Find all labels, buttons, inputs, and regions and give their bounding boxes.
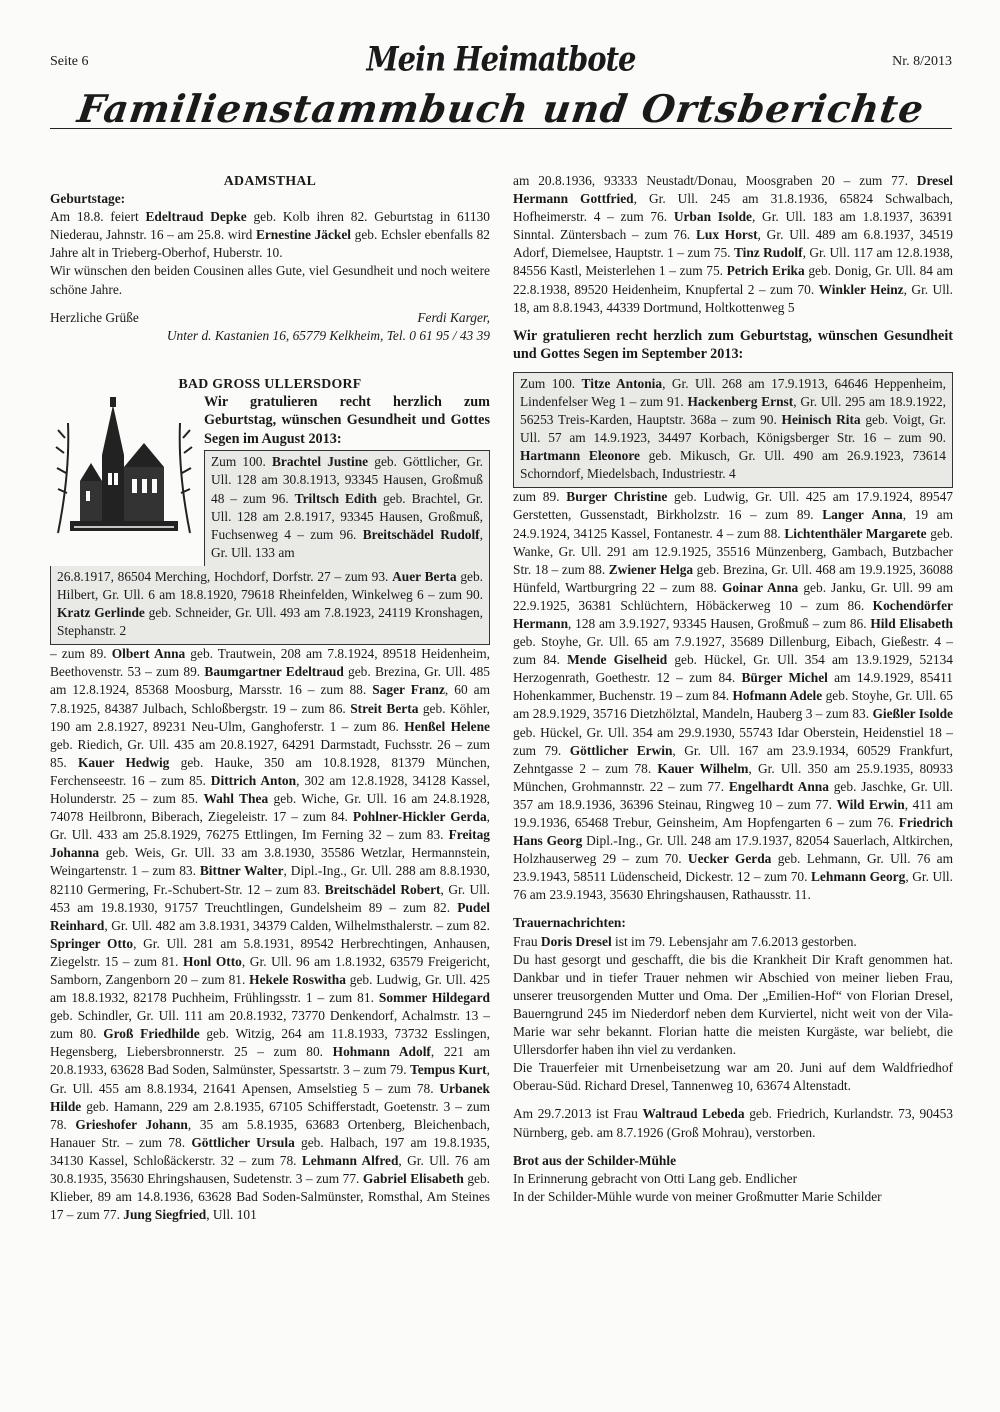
issue-number: Nr. 8/2013: [892, 54, 952, 69]
birthdays-label: Geburtstage:: [50, 191, 126, 207]
section-banner: [50, 88, 952, 130]
brot-line-1: In Erinnerung gebracht von Otti Lang geb. Endlicher: [513, 1170, 798, 1186]
august-box-bottom: 26.8.1917, 86504 Merching, Hochdorf, Dorfstr. 27 – zum 93. Auer Berta geb. Hilbert, Gr. Ull. 6 am 18.8.1920, 79618 Rheinfelden, Winkelweg 6 – zum 90. Kratz Gerlinde geb. Schneider, Gr. Ull. 493 am 7.8.1923, 24119 Kronshagen, Stephanstr. 2: [50, 566, 490, 645]
august-intro: Wir gratulieren recht herzlich zum Geburtstag, wünschen Gesundheit und Gottes Segen im August 2013:: [204, 393, 490, 447]
august-list-continued: am 20.8.1936, 93333 Neustadt/Donau, Moosgraben 20 – zum 77. Dresel Hermann Gottfried, Gr. Ull. 245 am 31.8.1936, 65824 Schwalbach, Hofheimerstr. 4 – zum 76. Urban Isolde, Gr. Ull. 183 am 1.8.1937, 36391 Sinntal. Züntersbach – zum 76. Lux Horst, Gr. Ull. 489 am 6.8.1937, 34519 Adorf, Diemelsee, Hauptstr. 1 – zum 75. Tinz Rudolf, Gr. Ull. 117 am 12.8.1938, 84556 Kastl, Meisterlehen 1 – zum 75. Petrich Erika geb. Donig, Gr. Ull. 84 am 22.8.1938, 89520 Heidenheim, Knupfertal 2 – zum 70. Winkler Heinz, Gr. Ull. 18, am 8.8.1943, 44339 Dortmund, Holtkottenweg 5: [513, 173, 954, 315]
september-intro: Wir gratulieren recht herzlich zum Geburtstag, wünschen Gesundheit und Gottes Segen im September 2013:: [513, 327, 953, 363]
signer-address: Unter d. Kastanien 16, 65779 Kelkheim, Tel. 0 61 95 / 43 39: [166, 327, 490, 343]
masthead-logo: Mein Heimatbote: [366, 39, 636, 79]
banner-rule: [50, 128, 952, 129]
brot-line-2: In der Schilder-Mühle wurde von meiner Großmutter Marie Schilder: [513, 1188, 882, 1204]
left-column: [50, 172, 490, 1224]
obituary-1-funeral: Die Trauerfeier mit Urnenbeisetzung war am 20. Juni auf dem Waldfriedhof Oberau-Süd. Richard Dresel, Tannenweg 10, 63674 Altenstadt.: [513, 1060, 953, 1094]
signer-name: Ferdi Karger,: [417, 309, 490, 325]
september-box: Zum 100. Titze Antonia, Gr. Ull. 268 am 17.9.1913, 64646 Heppenheim, Lindenfelser Weg 1 – zum 91. Hackenberg Ernst, Gr. Ull. 295 am 18.9.1922, 56253 Treis-Karden, Hauptstr. 368a – zum 90. Heinisch Rita geb. Voigt, Gr. Ull. 57 am 14.9.1923, 34497 Korbach, Königsberger Str. 16 – zum 90. Hartmann Eleonore geb. Mikusch, Gr. Ull. 490 am 26.9.1923, 73614 Schorndorf, Miedelsbach, Industriestr. 4: [513, 372, 953, 489]
obituary-label: Trauernachrichten:: [513, 915, 626, 931]
bgu-section: [50, 393, 490, 1224]
obituary-2: Am 29.7.2013 ist Frau Waltraud Lebeda geb. Friedrich, Kurlandstr. 73, 90453 Nürnberg, geb. am 8.7.1926 (Groß Mohrau), verstorben.: [513, 1106, 953, 1140]
september-list: zum 89. Burger Christine geb. Ludwig, Gr. Ull. 425 am 17.9.1924, 89547 Gerstetten, Gussenstadt, Birkholzstr. 16 – zum 89. Langer Anna, 19 am 24.9.1924, 34125 Kassel, Fontanestr. 4 – zum 88. Lichtenthäler Margarete geb. Wanke, Gr. Ull. 291 am 12.9.1925, 35516 Münzenberg, Gambach, Butzbacher Str. 18 – zum 88. Zwiener Helga geb. Brezina, Gr. Ull. 468 am 19.9.1925, 36088 Hünfeld, Wartburgring 22 – zum 88. Goinar Anna geb. Janku, Gr. Ull. 99 am 22.9.1925, 36381 Schlüchtern, Höbäckerweg 10 – zum 86. Kochendörfer Hermann, 128 am 3.9.1927, 93345 Hausen, Großmuß – zum 86. Hild Elisabeth geb. Stoyhe, Gr. Ull. 65 am 7.9.1927, 35689 Dillenburg, Eibach, Gießestr. 4 – zum 84. Mende Giselheid geb. Hückel, Gr. Ull. 354 am 13.9.1929, 52134 Herzogenrath, Goethestr. 12 – zum 84. Bürger Michel am 14.9.1929, 85411 Hohenkammer, Buchenstr. 19 – zum 84. Hofmann Adele geb. Stoyhe, Gr. Ull. 65 am 28.9.1929, 35716 Dietzhölztal, Mandeln, Hauberg 3 – zum 83. Gießler Isolde geb. Hückel, Gr. Ull. 354 am 29.9.1930, 55743 Idar Oberstein, Heidenstiel 18 – zum 79. Göttlicher Erwin, Gr. Ull. 167 am 23.9.1934, 60529 Frankfurt, Zehntgasse 2 – zum 78. Kauer Wilhelm, Gr. Ull. 350 am 25.9.1935, 80933 München, Grohmannstr. 22 – zum 77. Engelhardt Anna geb. Jaschke, Gr. Ull. 357 am 18.9.1936, 36396 Steinau, Ringweg 10 – zum 77. Wild Erwin, 411 am 19.9.1936, 65468 Trebur, Geinsheim, Am Hopfengarten 6 – zum 76. Friedrich Hans Georg Dipl.-Ing., Gr. Ull. 248 am 17.9.1937, 82054 Sauerlach, Altkirchen, Holzhauserweg 29 – zum 70. Uecker Gerda geb. Lehmann, Gr. Ull. 76 am 23.9.1943, 58511 Lüdenscheid, Dickestr. 12 – zum 70. Lehmann Georg, Gr. Ull. 76 am 23.9.1943, 35630 Ehringshausen, Rathausstr. 11.: [513, 489, 954, 903]
greeting-line: Herzliche Grüße Ferdi Karger,: [50, 309, 490, 327]
bgu-title: BAD GROSS ULLERSDORF: [178, 375, 362, 391]
banner-title: Familienstammbuch und Ortsberichte: [74, 86, 928, 131]
adamsthal-wishes: Wir wünschen den beiden Cousinen alles Gute, viel Gesundheit und noch weitere schöne Jahre.: [50, 263, 490, 297]
adamsthal-title: ADAMSTHAL: [223, 173, 317, 188]
page-header: [50, 39, 952, 82]
brot-title: Brot aus der Schilder-Mühle: [513, 1152, 677, 1168]
august-box-top: Zum 100. Brachtel Justine geb. Göttlicher, Gr. Ull. 128 am 30.8.1913, 93345 Hausen, Großmuß 48 – zum 96. Triltsch Edith geb. Brachtel, Gr. Ull. 128 am 2.8.1917, 93345 Hausen, Großmuß, Fuchsenweg 4 – zum 96. Breitschädel Rudolf, Gr. Ull. 133 am: [204, 450, 490, 567]
page-number: Seite 6: [50, 54, 89, 69]
obituary-1-text: Du hast gesorgt und geschafft, die bis die Krankheit Dir Kraft genommen hat. Dankbar und in tiefer Trauer nehmen wir Abschied von meiner lieben Frau, unserer treusorgenden Mutter und Oma. Der „Emilien-Hof“ von Florian Dresel, Bauerngrund 245 im Niederdorf neben dem Kurviertel, nicht weit von der Vila-Marie war sehr bekannt. Florian hatte die meisten Kurgäste, war beliebt, die Ullersdorfer haben ihn viel zu verdanken.: [513, 951, 953, 1058]
obituary-1: Frau Doris Dresel ist im 79. Lebensjahr am 7.6.2013 gestorben.: [513, 933, 857, 949]
right-column: [513, 172, 953, 1206]
church-woodcut-image: [50, 393, 198, 539]
adamsthal-text: Am 18.8. feiert Edeltraud Depke geb. Kolb ihren 82. Geburtstag in 61130 Niederau, Jahnstr. 16 – am 25.8. wird Ernestine Jäckel geb. Echsler ebenfalls 82 Jahre alt in Trieberg-Oberhof, Huberstr. 10.: [50, 209, 490, 261]
august-list: – zum 89. Olbert Anna geb. Trautwein, 208 am 7.8.1924, 89518 Heidenheim, Beethovenstr. 53 – zum 89. Baumgartner Edeltraud geb. Brezina, Gr. Ull. 485 am 12.8.1924, 85368 Moosburg, Marsstr. 16 – zum 88. Sager Franz, 60 am 7.8.1925, 84387 Julbach, Schloßbergstr. 19 – zum 86. Streit Berta geb. Köhler, 190 am 2.8.1927, 89231 Neu-Ulm, Ganghoferstr. 1 – zum 86. Henßel Helene geb. Riedich, Gr. Ull. 435 am 20.8.1927, 64291 Darmstadt, Fuchsstr. 26 – zum 85. Kauer Hedwig geb. Hauke, 350 am 10.8.1928, 81379 München, Ferchenseestr. 16 – zum 85. Dittrich Anton, 302 am 12.8.1928, 34128 Kassel, Holunderstr. 25 – zum 85. Wahl Thea geb. Wiche, Gr. Ull. 16 am 24.8.1928, 74078 Heilbronn, Biberach, Ziegeleistr. 17 – zum 84. Pohlner-Hickler Gerda, Gr. Ull. 433 am 25.8.1929, 76275 Ettlingen, Im Ferning 32 – zum 83. Freitag Johanna geb. Weis, Gr. Ull. 33 am 3.8.1930, 35586 Wetzlar, Hermannstein, Weingartenstr. 1 – zum 83. Bittner Walter, Dipl.-Ing., Gr. Ull. 288 am 8.8.1930, 82110 Germering, Fr.-Schubert-Str. 12 – zum 83. Breitschädel Robert, Gr. Ull. 453 am 19.8.1930, 91757 Treuchtlingen, Gundelsheim 89 – zum 82. Pudel Reinhard, Gr. Ull. 482 am 3.8.1931, 34379 Calden, Wilhelmsthalerstr. – zum 82. Springer Otto, Gr. Ull. 281 am 5.8.1931, 89542 Herbrechtingen, Anhausen, Ziegelstr. 15 – zum 81. Honl Otto, Gr. Ull. 96 am 1.8.1932, 63579 Freigericht, Samborn, Zangenborn 20 – zum 81. Hekele Roswitha geb. Ludwig, Gr. Ull. 425 am 18.8.1932, 82178 Puchheim, Frühlingsstr. 1 – zum 81. Sommer Hildegard geb. Schindler, Gr. Ull. 111 am 20.8.1932, 73770 Denkendorf, Achalmstr. 13 – zum 80. Groß Friedhilde geb. Witzig, 264 am 11.8.1933, 73732 Esslingen, Hegensberg, Liebersbronnerstr. 25 – zum 80. Hohmann Adolf, 221 am 20.8.1933, 63628 Bad Soden, Salmünster, Spessartstr. 3 – zum 79. Tempus Kurt, Gr. Ull. 455 am 8.8.1934, 21641 Apensen, Amselstieg 5 – zum 78. Urbanek Hilde geb. Hamann, 229 am 2.8.1935, 67105 Schifferstadt, Goetenstr. 3 – zum 78. Grieshofer Johann, 35 am 5.8.1935, 63683 Ortenberg, Bleichenbach, Hanauer Str. – zum 78. Göttlicher Ursula geb. Halbach, 197 am 19.8.1935, 34130 Kassel, Schloßäckerstr. 32 – zum 78. Lehmann Alfred, Gr. Ull. 76 am 30.8.1935, 35630 Ehringshausen, Sudetenstr. 3 – zum 77. Gabriel Elisabeth geb. Klieber, 89 am 14.8.1936, 63628 Bad Soden-Salmünster, Romsthal, Am Steines 17 – zum 77. Jung Siegfried, Ull. 101: [50, 646, 491, 1223]
